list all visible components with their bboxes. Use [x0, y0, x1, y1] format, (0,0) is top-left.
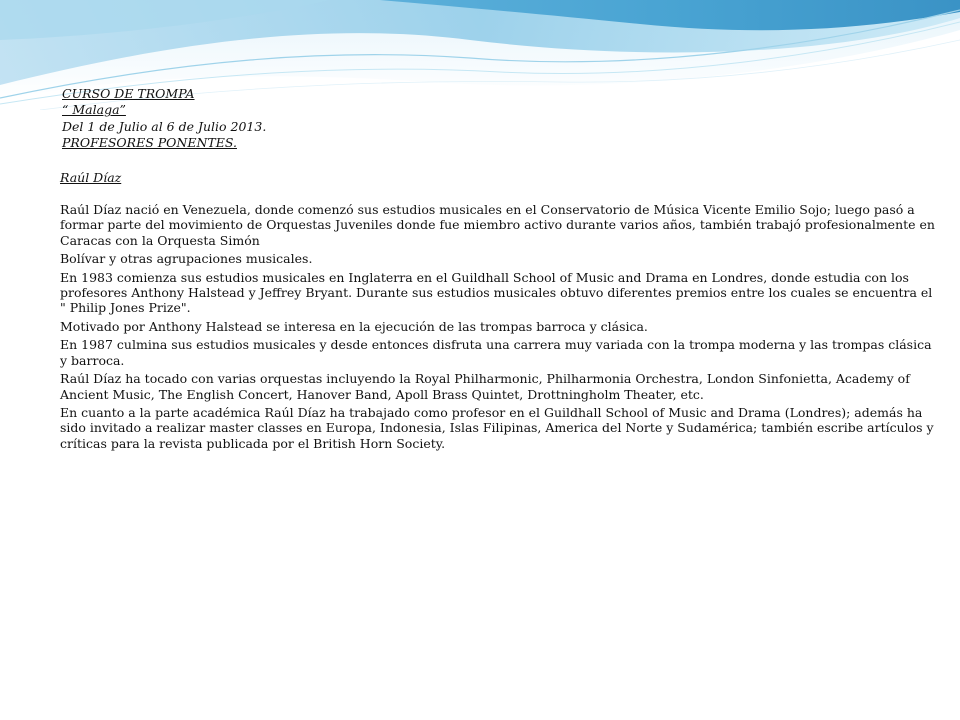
bio-paragraph: Motivado por Anthony Halstead se interesa en la ejecución de las trompas barroca y clásica. — [60, 318, 648, 334]
bio-paragraph: Bolívar y otras agrupaciones musicales. — [60, 251, 313, 267]
course-title: CURSO DE TROMPA — [62, 86, 195, 101]
bio-paragraph: Raúl Díaz ha tocado con varias orquestas incluyendo la Royal Philharmonic, Philharmonia Orchestra, London Sinfonietta, Academy of Ancient Music, The English Concert, Hanover Band, Apoll Brass Quintet, Drottningholm Theater, etc. — [60, 371, 910, 402]
bio-paragraph: Raúl Díaz nació en Venezuela, donde comenzó sus estudios musicales en el Conservatorio de Música Vicente Emilio Sojo; luego pasó a formar parte del movimiento de Orquestas Juveniles donde fue miembro activo durante varios años, también trabajó profesionalmente en Caracas con la Orquesta Simón — [60, 202, 935, 248]
document-body — [60, 86, 935, 454]
section-heading: PROFESORES PONENTES. — [62, 135, 237, 151]
course-city: “ Malaga” — [62, 102, 126, 118]
bio-paragraph: En 1983 comienza sus estudios musicales en Inglaterra en el Guildhall School of Music and Drama en Londres, donde estudia con los profesores Anthony Halstead y Jeffrey Bryant. Durante sus estudios musicales obtuvo diferentes premios entre los cuales se encuentra el " Philip Jones Prize". — [60, 269, 933, 316]
course-dates: Del 1 de Julio al 6 de Julio 2013. — [62, 118, 267, 134]
bio-paragraph: En 1987 culmina sus estudios musicales y desde entonces disfruta una carrera muy variada con la trompa moderna y las trompas clásica y barroca. — [60, 337, 932, 368]
bio-paragraph: En cuanto a la parte académica Raúl Díaz ha trabajado como profesor en el Guildhall School of Music and Drama (Londres); además ha sido invitado a realizar master classes en Europa, Indonesia, Islas Filipinas, America del Norte y Sudamérica; también escribe artículos y críticas para la revista publicada por el British Horn Society. — [60, 404, 934, 451]
teacher-name: Raúl Díaz — [60, 169, 122, 185]
